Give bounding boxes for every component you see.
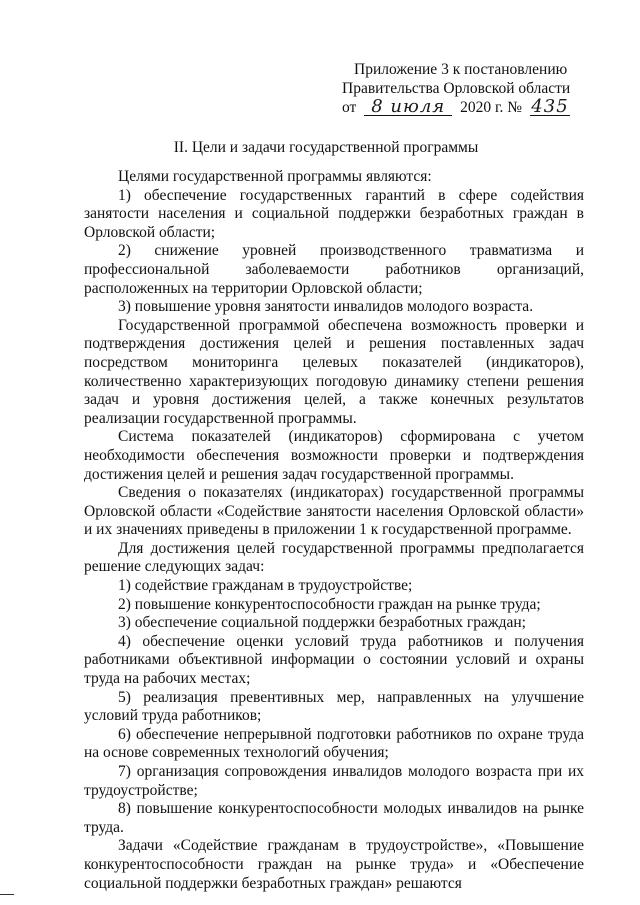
- paragraph: 6) обеспечение непрерывной подготовки работников по охране труда на основе современных технологий обучения;: [84, 725, 584, 762]
- paragraph: 1) содействие гражданам в трудоустройстве;: [118, 577, 413, 595]
- paragraph: 7) организация сопровождения инвалидов молодого возраста при их трудоустройстве;: [84, 763, 584, 799]
- appendix-line-1: Приложение 3 к постановлению: [354, 61, 568, 78]
- paragraph: Сведения о показателях (индикаторах) государственной программы Орловской области «Содействие занятости населения Орловской области» и их значениях приведены в приложении 1 к государственной программе.: [84, 484, 584, 539]
- appendix-date-line: [342, 98, 602, 117]
- margin-mark: [0, 894, 14, 895]
- date-prefix: от: [342, 99, 357, 116]
- paragraph: 5) реализация превентивных мер, направленных на улучшение условий труда работников;: [84, 688, 584, 725]
- paragraph: 2) повышение конкурентоспособности граждан на рынке труда;: [118, 595, 541, 613]
- year-number-text: 2020 г. №: [460, 99, 523, 116]
- paragraph: Задачи «Содействие гражданам в трудоустройстве», «Повышение конкурентоспособности граждан на рынке труда» и «Обеспечение социальной поддержки безработных граждан» решаются: [84, 837, 584, 892]
- paragraph: 3) обеспечение социальной поддержки безработных граждан;: [118, 614, 526, 632]
- handwritten-date: 8 июля: [364, 98, 452, 116]
- paragraph: 4) обеспечение оценки условий труда работников и получения работниками объективной информации о состоянии условий и охраны труда на рабочих местах;: [84, 632, 584, 688]
- section-title: II. Цели и задачи государственной программы: [173, 139, 479, 156]
- paragraph: Государственной программой обеспечена возможность проверки и подтверждения достижения целей и решения поставленных задач посредством мониторинга целевых показателей (индикаторов), количественно характеризующих погодовую динамику степени решения задач и уровня достижения целей, а также конечных результатов реализации государственной программы.: [84, 316, 584, 427]
- paragraph: 8) повышение конкурентоспособности молодых инвалидов на рынке труда.: [84, 800, 584, 836]
- appendix-header: [342, 60, 602, 117]
- appendix-line-2: Правительства Орловской области: [342, 80, 571, 97]
- handwritten-number: 435: [531, 96, 569, 117]
- paragraph: Система показателей (индикаторов) сформирована с учетом необходимости обеспечения возможности проверки и подтверждения достижения целей и решения задач государственной программы.: [84, 428, 584, 483]
- paragraph: 1) обеспечение государственных гарантий в сфере содействия занятости населения и социальной поддержки безработных граждан в Орловской области;: [84, 186, 584, 241]
- body-text: [84, 168, 584, 893]
- paragraph: 3) повышение уровня занятости инвалидов молодого возраста.: [118, 298, 534, 316]
- paragraph: Целями государственной программы являются:: [118, 168, 432, 185]
- paragraph: Для достижения целей государственной программы предполагается решение следующих задач:: [84, 539, 584, 576]
- paragraph: 2) снижение уровней производственного травматизма и профессиональной заболеваемости работников организаций, расположенных на территории Орловской области;: [84, 242, 584, 297]
